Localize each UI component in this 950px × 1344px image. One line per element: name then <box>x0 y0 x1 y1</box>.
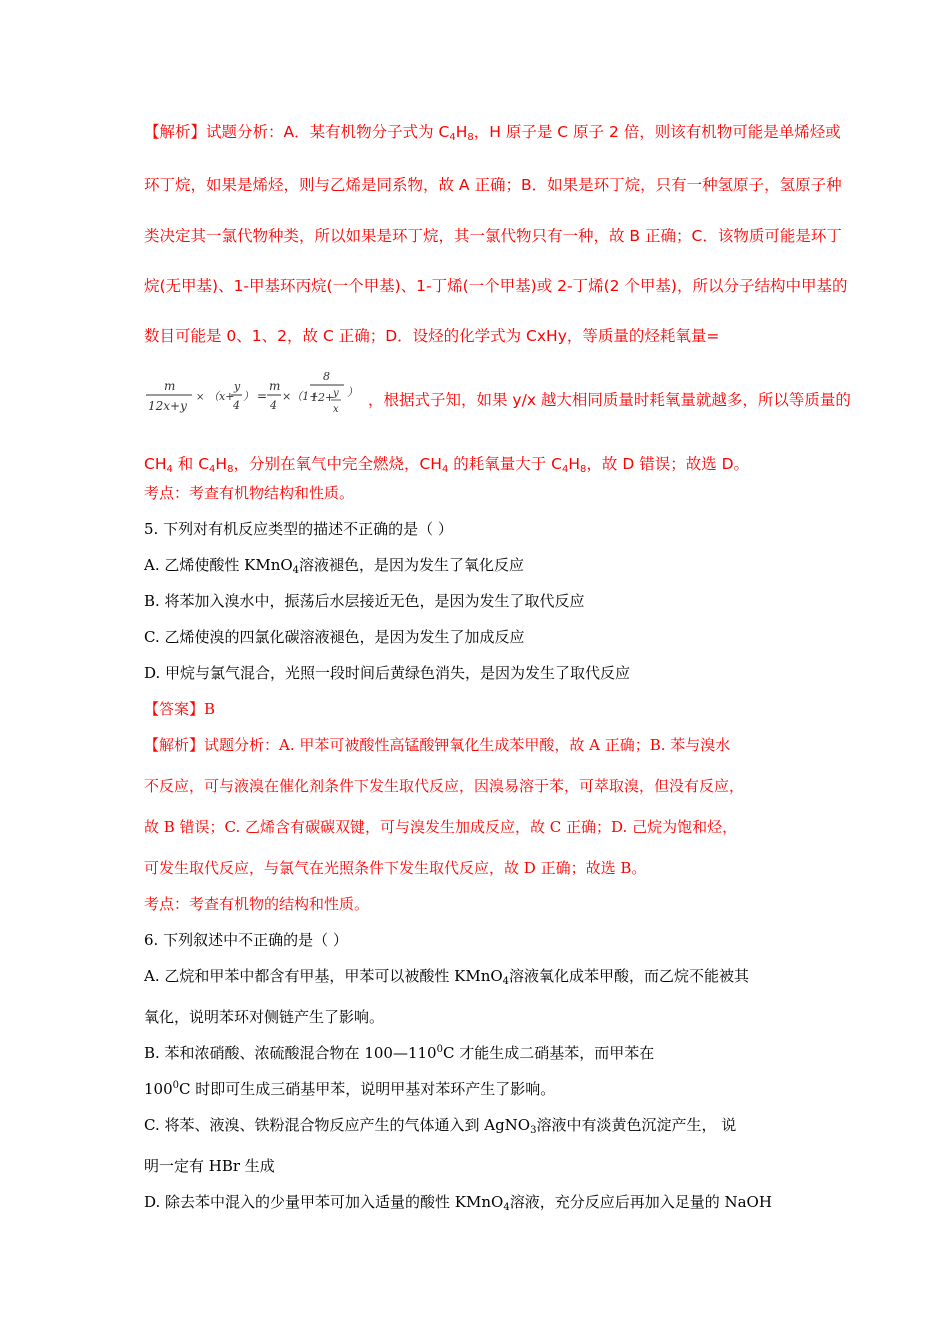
q5-answer: 【答案】B <box>144 700 216 718</box>
q5-option-b: B. 将苯加入溴水中，振荡后水层接近无色，是因为发生了取代反应 <box>144 592 585 610</box>
q6-option-d-line-1: D. 除去苯中混入的少量甲苯可加入适量的酸性 KMnO$_4$溶液，充分反应后再加入足量的 NaOH <box>144 1193 772 1213</box>
q5-stem: 5. 下列对有机反应类型的描述不正确的是（ ） <box>144 520 453 538</box>
q4-analysis-line-1: 【解析】试题分析：A．某有机物分子式为 $C_4H_8$，H 原子是 C 原子 2 倍，则该有机物可能是单烯烃或 <box>144 123 841 143</box>
q5-option-d: D. 甲烷与氯气混合，光照一段时间后黄绿色消失，是因为发生了取代反应 <box>144 664 631 682</box>
formula-four-1: 4 <box>233 399 240 412</box>
q4-analysis-line-3: 类决定其一氯代物种类，所以如果是环丁烷，其一氯代物只有一种，故 B 正确；C．该物质可能是环丁 <box>144 227 842 245</box>
q5-analysis-line-2: 不反应，可与液溴在催化剂条件下发生取代反应，因溴易溶于苯，可萃取溴，但没有反应， <box>144 777 745 795</box>
q4-analysis-line-6: ，根据式子知，如果 y/x 越大相同质量时耗氧量就越多，所以等质量的 <box>368 391 851 409</box>
q5-option-c: C. 乙烯使溴的四氯化碳溶液褪色，是因为发生了加成反应 <box>144 628 525 646</box>
q6-option-a-line-2: 氧化，说明苯环对侧链产生了影响。 <box>144 1008 385 1026</box>
q4-analysis-line-5: 数目可能是 0、1、2，故 C 正确；D．设烃的化学式为 CxHy，等质量的烃耗氧量= <box>144 327 720 345</box>
q6-option-c-line-1: C. 将苯、液溴、铁粉混合物反应产生的气体通入到 AgNO$_3$溶液中有淡黄色沉淀产生， 说 <box>144 1116 737 1136</box>
q5-analysis-line-4: 可发生取代反应，与氯气在光照条件下发生取代反应，故 D 正确；故选 B。 <box>144 859 647 877</box>
formula-m-2: m <box>269 379 281 393</box>
q6-option-a-line-1: A. 乙烷和甲苯中都含有甲基，甲苯可以被酸性 KMnO$_4$溶液氧化成苯甲酸，而乙烷不能被其 <box>144 967 750 987</box>
q4-analysis-line-2: 环丁烷，如果是烯烃，则与乙烯是同系物，故 A 正确；B．如果是环丁烷，只有一种氢原子，氢原子种 <box>144 176 842 194</box>
formula-close-1: ） <box>243 390 254 403</box>
formula-x: x <box>333 404 339 415</box>
formula-den-1: 12x+y <box>148 399 187 413</box>
formula-four-2: 4 <box>270 399 277 412</box>
formula-y-2: y <box>333 388 339 399</box>
q4-kaodian: 考点：考查有机物结构和性质。 <box>144 484 355 502</box>
q5-kaodian: 考点：考查有机物的结构和性质。 <box>144 895 370 913</box>
formula-times-1: × <box>196 392 205 403</box>
formula-eight: 8 <box>323 370 330 383</box>
formula-equals: = <box>257 389 268 403</box>
q4-analysis-line-7: $CH_4$ 和 $C_4H_8$，分别在氧气中完全燃烧，$CH_4$ 的耗氧量大于 $C_4H_8$，故 D 错误；故选 D。 <box>144 455 750 475</box>
q4-analysis-line-4: 烷(无甲基)、1-甲基环丙烷(一个甲基)、1-丁烯(一个甲基)或 2-丁烯(2 个甲基)，所以分子结构中甲基的 <box>144 277 848 295</box>
q5-analysis-line-1: 【解析】试题分析：A. 甲苯可被酸性高锰酸钾氧化生成苯甲酸，故 A 正确；B. 苯与溴水 <box>144 736 731 754</box>
formula-close-2: ） <box>347 386 358 399</box>
q6-option-b-line-1: B. 苯和浓硝酸、浓硫酸混合物在 $100—110^0C$ 才能生成二硝基苯，而甲苯在 <box>144 1044 655 1062</box>
formula-y-1: y <box>234 380 241 393</box>
q5-analysis-line-3: 故 B 错误；C. 乙烯含有碳碳双键，可与溴发生加成反应，故 C 正确；D. 己烷为饱和烃， <box>144 818 738 836</box>
formula-paren: （x+ <box>208 390 235 403</box>
q6-option-c-line-2: 明一定有 HBr 生成 <box>144 1157 275 1175</box>
formula-m-1: m <box>164 379 176 393</box>
formula-den-2: 12+ <box>311 391 335 404</box>
q5-option-a: A. 乙烯使酸性 KMnO$_4$溶液褪色，是因为发生了氧化反应 <box>144 556 525 576</box>
oxygen-consumption-formula <box>144 368 374 430</box>
q6-option-b-line-2: $100^0C$ 时即可生成三硝基甲苯，说明甲基对苯环产生了影响。 <box>144 1080 556 1098</box>
q6-stem: 6. 下列叙述中不正确的是（ ） <box>144 931 348 949</box>
formula-times-2: ×（1+ <box>282 390 319 403</box>
